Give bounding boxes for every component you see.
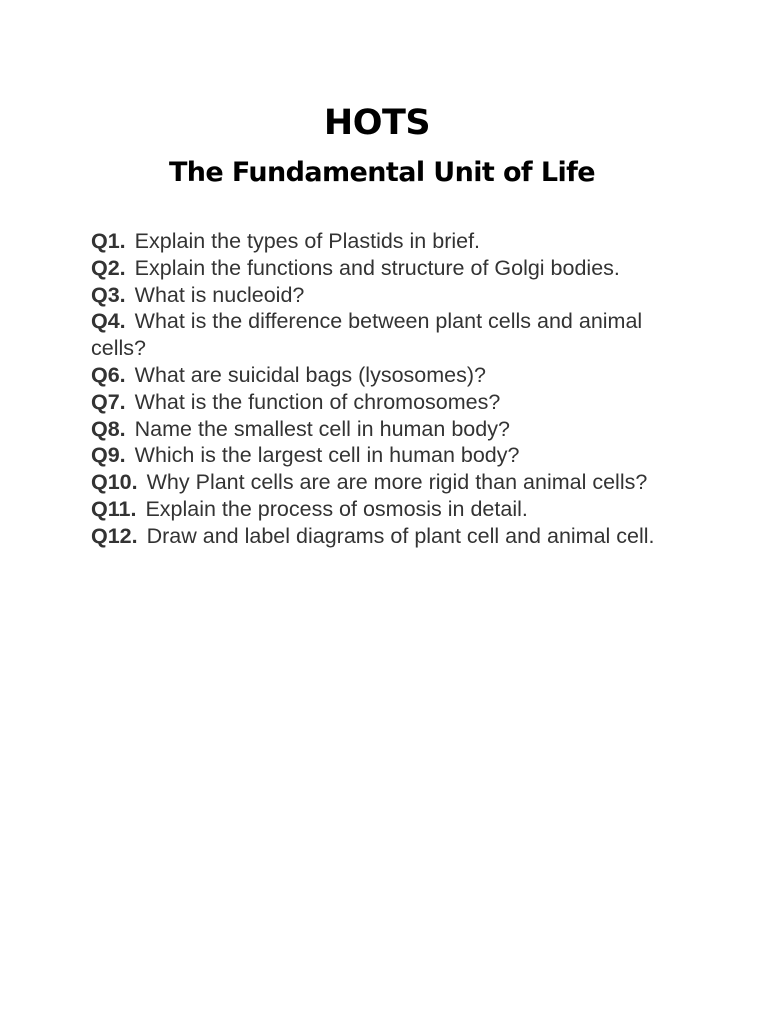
question-number: Q2. — [91, 255, 126, 280]
question-text: Name the smallest cell in human body? — [134, 416, 510, 441]
question-text: Which is the largest cell in human body? — [134, 443, 520, 468]
question-item — [91, 469, 691, 496]
question-number: Q1. — [91, 229, 126, 253]
question-number: Q3. — [91, 282, 126, 307]
question-item — [91, 389, 691, 416]
question-item — [91, 496, 691, 523]
question-item — [91, 416, 691, 443]
question-list — [91, 228, 691, 550]
question-item — [91, 308, 691, 362]
question-text: What is the function of chromosomes? — [134, 389, 501, 414]
question-item — [91, 228, 691, 255]
page-subtitle: The Fundamental Unit of Life — [168, 157, 595, 188]
question-number: Q6. — [91, 362, 126, 387]
question-text: Why Plant cells are are more rigid than animal cells? — [146, 470, 648, 495]
question-number: Q7. — [91, 389, 126, 414]
question-number: Q12. — [91, 523, 138, 548]
question-text: Draw and label diagrams of plant cell and animal cell. — [146, 523, 655, 548]
question-text: Explain the functions and structure of Golgi bodies. — [134, 255, 620, 280]
question-text: What are suicidal bags (lysosomes)? — [134, 362, 486, 387]
question-item — [91, 255, 691, 282]
page-title: HOTS — [323, 103, 431, 143]
question-item — [91, 282, 691, 309]
question-number: Q9. — [91, 443, 126, 468]
question-text: What is the difference between plant cells and animal cells? — [91, 309, 643, 361]
question-text: Explain the process of osmosis in detail. — [145, 496, 528, 521]
question-number: Q4. — [91, 309, 126, 334]
question-item — [91, 362, 691, 389]
question-number: Q8. — [91, 416, 126, 441]
question-text: Explain the types of Plastids in brief. — [134, 229, 481, 253]
question-number: Q11. — [91, 496, 137, 521]
question-text: What is nucleoid? — [134, 282, 305, 307]
question-item — [91, 442, 691, 469]
question-number: Q10. — [91, 470, 138, 495]
question-item — [91, 523, 691, 550]
